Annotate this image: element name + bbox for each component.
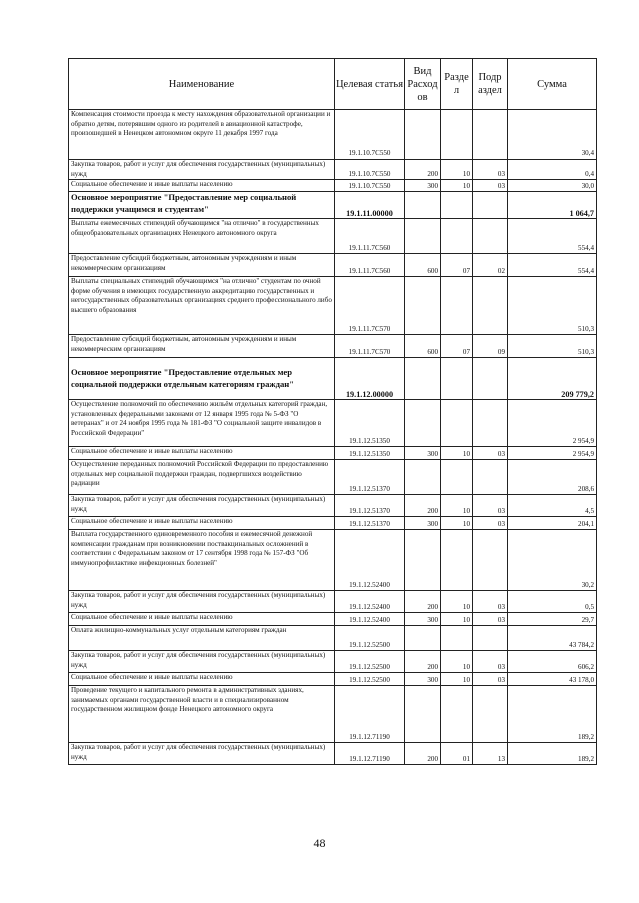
row-sum: 29,7 (508, 613, 597, 626)
row-section (441, 192, 473, 219)
table-row (69, 180, 597, 192)
table-row (69, 591, 597, 613)
header-row (69, 59, 597, 110)
row-subsection: 03 (473, 673, 508, 686)
row-target-article: 19.1.12.52500 (335, 651, 405, 673)
row-subsection: 03 (473, 447, 508, 460)
row-expense-type: 200 (405, 743, 441, 765)
row-section: 07 (441, 335, 473, 358)
table-row (69, 651, 597, 673)
row-subsection: 03 (473, 517, 508, 530)
table-row (69, 277, 597, 335)
row-expense-type (405, 530, 441, 591)
table-row (69, 530, 597, 591)
row-sum: 606,2 (508, 651, 597, 673)
row-section (441, 626, 473, 651)
header-subsection: Подр аздел (473, 59, 508, 110)
row-target-article: 19.1.11.7С560 (335, 219, 405, 254)
table-row (69, 254, 597, 277)
row-expense-type: 300 (405, 673, 441, 686)
row-name: Закупка товаров, работ и услуг для обеспечения государственных (муниципальных) нужд (69, 591, 335, 613)
row-sum: 30,4 (508, 110, 597, 160)
row-name: Закупка товаров, работ и услуг для обеспечения государственных (муниципальных) нужд (69, 743, 335, 765)
row-section: 10 (441, 673, 473, 686)
table-row (69, 517, 597, 530)
table-row (69, 673, 597, 686)
row-target-article: 19.1.11.7С570 (335, 335, 405, 358)
row-section: 07 (441, 254, 473, 277)
row-section: 10 (441, 613, 473, 626)
row-section: 10 (441, 517, 473, 530)
row-expense-type: 300 (405, 180, 441, 192)
row-sum: 1 064,7 (508, 192, 597, 219)
row-expense-type (405, 626, 441, 651)
header-sum: Сумма (508, 59, 597, 110)
row-subsection (473, 626, 508, 651)
row-subsection: 03 (473, 591, 508, 613)
row-section: 10 (441, 651, 473, 673)
row-name: Проведение текущего и капитального ремонта в административных зданиях, занимаемых органами государственной власти и в специализированном государственном жилищном фонде Ненецкого автономного округа (69, 686, 335, 743)
row-sum: 189,2 (508, 743, 597, 765)
budget-table (68, 58, 597, 765)
row-expense-type (405, 192, 441, 219)
row-section (441, 277, 473, 335)
row-name: Осуществление переданных полномочий Российской Федерации по предоставлению отдельных мер социальной поддержки граждан, подвергшихся воздействию радиации (69, 460, 335, 495)
row-section: 10 (441, 447, 473, 460)
row-sum: 43 178,0 (508, 673, 597, 686)
row-expense-type: 300 (405, 517, 441, 530)
row-name: Социальное обеспечение и иные выплаты населению (69, 180, 335, 192)
header-expense-type: Вид Расход ов (405, 59, 441, 110)
row-sum: 208,6 (508, 460, 597, 495)
row-expense-type: 300 (405, 447, 441, 460)
row-expense-type: 200 (405, 160, 441, 180)
row-target-article: 19.1.10.7С550 (335, 180, 405, 192)
row-target-article: 19.1.11.00000 (335, 192, 405, 219)
row-section (441, 530, 473, 591)
row-target-article: 19.1.12.52400 (335, 613, 405, 626)
row-name: Основное мероприятие "Предоставление мер социальной поддержки учащимся и студентам" (69, 192, 335, 219)
row-subsection (473, 192, 508, 219)
row-sum: 510,3 (508, 277, 597, 335)
row-name: Оплата жилищно-коммунальных услуг отдельным категориям граждан (69, 626, 335, 651)
table-row (69, 495, 597, 517)
row-target-article: 19.1.11.7С560 (335, 254, 405, 277)
header-name: Наименование (69, 59, 335, 110)
row-subsection (473, 530, 508, 591)
row-section (441, 686, 473, 743)
row-section (441, 460, 473, 495)
row-subsection: 09 (473, 335, 508, 358)
table-row (69, 743, 597, 765)
row-target-article: 19.1.12.51370 (335, 517, 405, 530)
row-sum: 189,2 (508, 686, 597, 743)
row-name: Социальное обеспечение и иные выплаты населению (69, 447, 335, 460)
row-section (441, 358, 473, 400)
row-target-article: 19.1.12.51350 (335, 447, 405, 460)
row-target-article: 19.1.11.7С570 (335, 277, 405, 335)
row-name: Основное мероприятие "Предоставление отдельных мер социальной поддержки отдельным категориям граждан" (69, 358, 335, 400)
row-sum: 30,0 (508, 180, 597, 192)
row-expense-type (405, 400, 441, 447)
row-sum: 554,4 (508, 219, 597, 254)
row-name: Закупка товаров, работ и услуг для обеспечения государственных (муниципальных) нужд (69, 495, 335, 517)
row-section (441, 219, 473, 254)
row-expense-type: 300 (405, 613, 441, 626)
row-section: 01 (441, 743, 473, 765)
row-name: Социальное обеспечение и иные выплаты населению (69, 673, 335, 686)
row-target-article: 19.1.12.51350 (335, 400, 405, 447)
row-subsection (473, 219, 508, 254)
row-sum: 2 954,9 (508, 400, 597, 447)
row-subsection (473, 460, 508, 495)
row-sum: 510,3 (508, 335, 597, 358)
table-row (69, 219, 597, 254)
table-row (69, 160, 597, 180)
row-subsection: 03 (473, 613, 508, 626)
row-subsection (473, 686, 508, 743)
table-row (69, 447, 597, 460)
row-subsection (473, 110, 508, 160)
row-subsection: 02 (473, 254, 508, 277)
budget-sheet (68, 58, 596, 765)
row-target-article: 19.1.12.52500 (335, 626, 405, 651)
row-target-article: 19.1.10.7С550 (335, 110, 405, 160)
row-sum: 0,4 (508, 160, 597, 180)
row-expense-type (405, 358, 441, 400)
table-row (69, 626, 597, 651)
table-row (69, 460, 597, 495)
row-expense-type: 200 (405, 495, 441, 517)
row-target-article: 19.1.12.51370 (335, 495, 405, 517)
table-row (69, 686, 597, 743)
row-target-article: 19.1.12.52400 (335, 530, 405, 591)
row-expense-type (405, 686, 441, 743)
row-sum: 4,5 (508, 495, 597, 517)
row-expense-type: 200 (405, 591, 441, 613)
row-sum: 554,4 (508, 254, 597, 277)
row-subsection: 03 (473, 160, 508, 180)
row-name: Выплата государственного единовременного пособия и ежемесячной денежной компенсации гражданам при возникновении поствакцинальных осложнений в соответствии с Федеральным законом от 17 сентября 1998 года № 157-ФЗ "Об иммунопрофилактике инфекционных болезней" (69, 530, 335, 591)
row-name: Выплаты ежемесячных стипендий обучающимся "на отлично" в государственных общеобразовательных организациях Ненецкого автономного округа (69, 219, 335, 254)
row-target-article: 19.1.10.7С550 (335, 160, 405, 180)
row-expense-type: 600 (405, 254, 441, 277)
table-row (69, 613, 597, 626)
table-row (69, 110, 597, 160)
row-expense-type: 600 (405, 335, 441, 358)
row-target-article: 19.1.12.52500 (335, 673, 405, 686)
row-name: Предоставление субсидий бюджетным, автономным учреждениям и иным некоммерческим организациям (69, 254, 335, 277)
row-name: Предоставление субсидий бюджетным, автономным учреждениям и иным некоммерческим организациям (69, 335, 335, 358)
page-number: 48 (313, 836, 326, 850)
row-expense-type (405, 277, 441, 335)
row-sum: 43 784,2 (508, 626, 597, 651)
row-name: Осуществление полномочий по обеспечению жильём отдельных категорий граждан, установленных федеральными законами от 12 января 1995 года № 5-ФЗ "О ветеранах" и от 24 ноября 1995 года № 181-ФЗ "О социальной защите инвалидов в Российской Федерации" (69, 400, 335, 447)
row-name: Выплаты специальных стипендий обучающимся "на отлично" студентам по очной форме обучения в имеющих государственную аккредитацию государственных и негосударственных образовательных организациях среднего профессионального либо высшего образования (69, 277, 335, 335)
row-subsection (473, 277, 508, 335)
row-target-article: 19.1.12.00000 (335, 358, 405, 400)
row-subsection: 13 (473, 743, 508, 765)
row-expense-type: 200 (405, 651, 441, 673)
header-target-article: Целевая статья (335, 59, 405, 110)
row-expense-type (405, 219, 441, 254)
row-subsection (473, 358, 508, 400)
row-section: 10 (441, 591, 473, 613)
row-section: 10 (441, 180, 473, 192)
row-sum: 30,2 (508, 530, 597, 591)
table-row (69, 335, 597, 358)
table-row-section (69, 192, 597, 219)
row-section (441, 400, 473, 447)
table-row-section (69, 358, 597, 400)
row-name: Закупка товаров, работ и услуг для обеспечения государственных (муниципальных) нужд (69, 160, 335, 180)
row-name: Социальное обеспечение и иные выплаты населению (69, 517, 335, 530)
row-sum: 2 954,9 (508, 447, 597, 460)
row-subsection: 03 (473, 180, 508, 192)
row-target-article: 19.1.12.51370 (335, 460, 405, 495)
header-section: Разде л (441, 59, 473, 110)
row-target-article: 19.1.12.71190 (335, 743, 405, 765)
row-section: 10 (441, 160, 473, 180)
table-row (69, 400, 597, 447)
row-subsection (473, 400, 508, 447)
row-subsection: 03 (473, 495, 508, 517)
row-name: Закупка товаров, работ и услуг для обеспечения государственных (муниципальных) нужд (69, 651, 335, 673)
row-name: Социальное обеспечение и иные выплаты населению (69, 613, 335, 626)
row-sum: 209 779,2 (508, 358, 597, 400)
row-name: Компенсация стоимости проезда к месту нахождения образовательной организации и обратно детям, потерявшим одного из родителей в авиационной катастрофе, произошедшей в Ненецком автономном округе 11 декабря 1997 года (69, 110, 335, 160)
row-sum: 0,5 (508, 591, 597, 613)
row-target-article: 19.1.12.71190 (335, 686, 405, 743)
row-sum: 204,1 (508, 517, 597, 530)
row-expense-type (405, 460, 441, 495)
row-target-article: 19.1.12.52400 (335, 591, 405, 613)
row-section: 10 (441, 495, 473, 517)
row-section (441, 110, 473, 160)
row-subsection: 03 (473, 651, 508, 673)
row-expense-type (405, 110, 441, 160)
